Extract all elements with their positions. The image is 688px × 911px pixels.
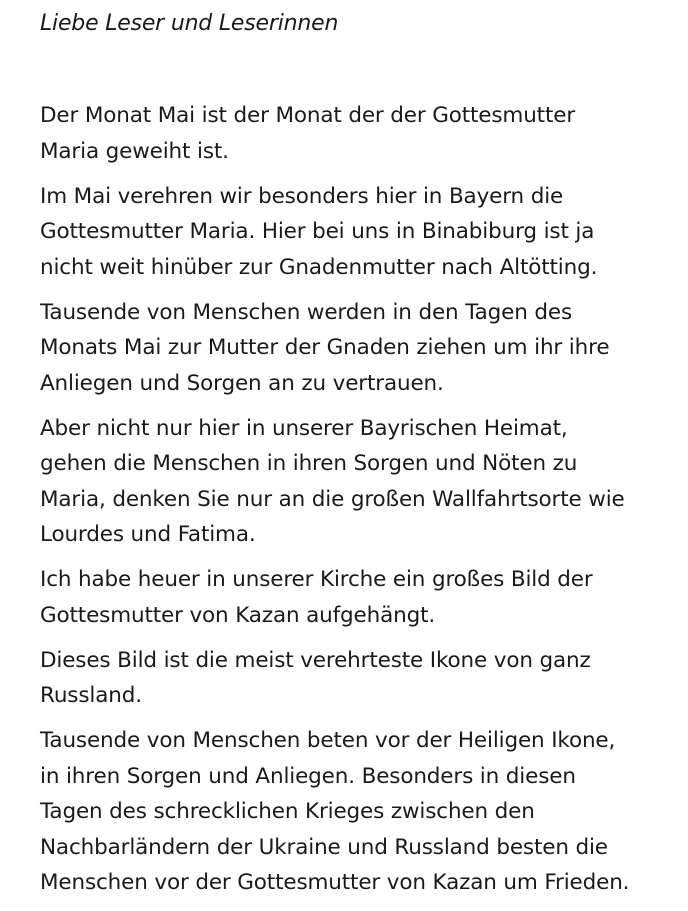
paragraph-line: Maria geweiht ist. [40,138,229,164]
paragraph-line: Gottesmutter von Kazan aufgehängt. [40,602,436,628]
paragraph-line: Nachbarländern der Ukraine und Russland besten die [40,834,608,860]
paragraph-line: Maria, denken Sie nur an die großen Wallfahrtsorte wie [40,486,625,512]
paragraph-line: nicht weit hinüber zur Gnadenmutter nach Altötting. [40,254,598,280]
paragraph-4 [40,411,680,553]
paragraph-7 [40,723,680,901]
paragraph-line: Tausende von Menschen werden in den Tagen des [40,299,573,325]
paragraph-line: in ihren Sorgen und Anliegen. Besonders in diesen [40,763,576,789]
paragraph-6 [40,643,680,714]
paragraph-line: Ich habe heuer in unserer Kirche ein großes Bild der [40,567,593,592]
paragraph-line: Lourdes und Fatima. [40,522,256,547]
document-page [40,10,680,910]
paragraph-line: Dieses Bild ist die meist verehrteste Ikone von ganz [40,647,591,673]
paragraph-3 [40,295,680,402]
paragraph-line: Im Mai verehren wir besonders hier in Bayern die [40,183,564,209]
paragraph-line: Monats Mai zur Mutter der Gnaden ziehen um ihr ihre [40,335,610,360]
paragraph-2 [40,179,680,286]
paragraph-line: Aber nicht nur hier in unserer Bayrischen Heimat, [40,415,568,441]
paragraph-line: Gottesmutter Maria. Hier bei uns in Binabiburg ist ja [40,219,595,244]
paragraph-line: Der Monat Mai ist der Monat der der Gottesmutter [40,103,576,128]
paragraph-5 [40,562,680,633]
paragraph-line: gehen die Menschen in ihren Sorgen und Nöten zu [40,451,578,476]
paragraph-line: Russland. [40,683,142,708]
paragraph-line: Menschen vor der Gottesmutter von Kazan um Frieden. [40,870,630,895]
paragraph-line: Tausende von Menschen beten vor der Heiligen Ikone, [40,728,616,753]
paragraph-line: Anliegen und Sorgen an zu vertrauen. [40,370,444,396]
greeting-heading: Liebe Leser und Leserinnen [40,11,339,36]
paragraph-line: Tagen des schrecklichen Krieges zwischen den [40,799,535,824]
paragraph-1 [40,98,680,169]
